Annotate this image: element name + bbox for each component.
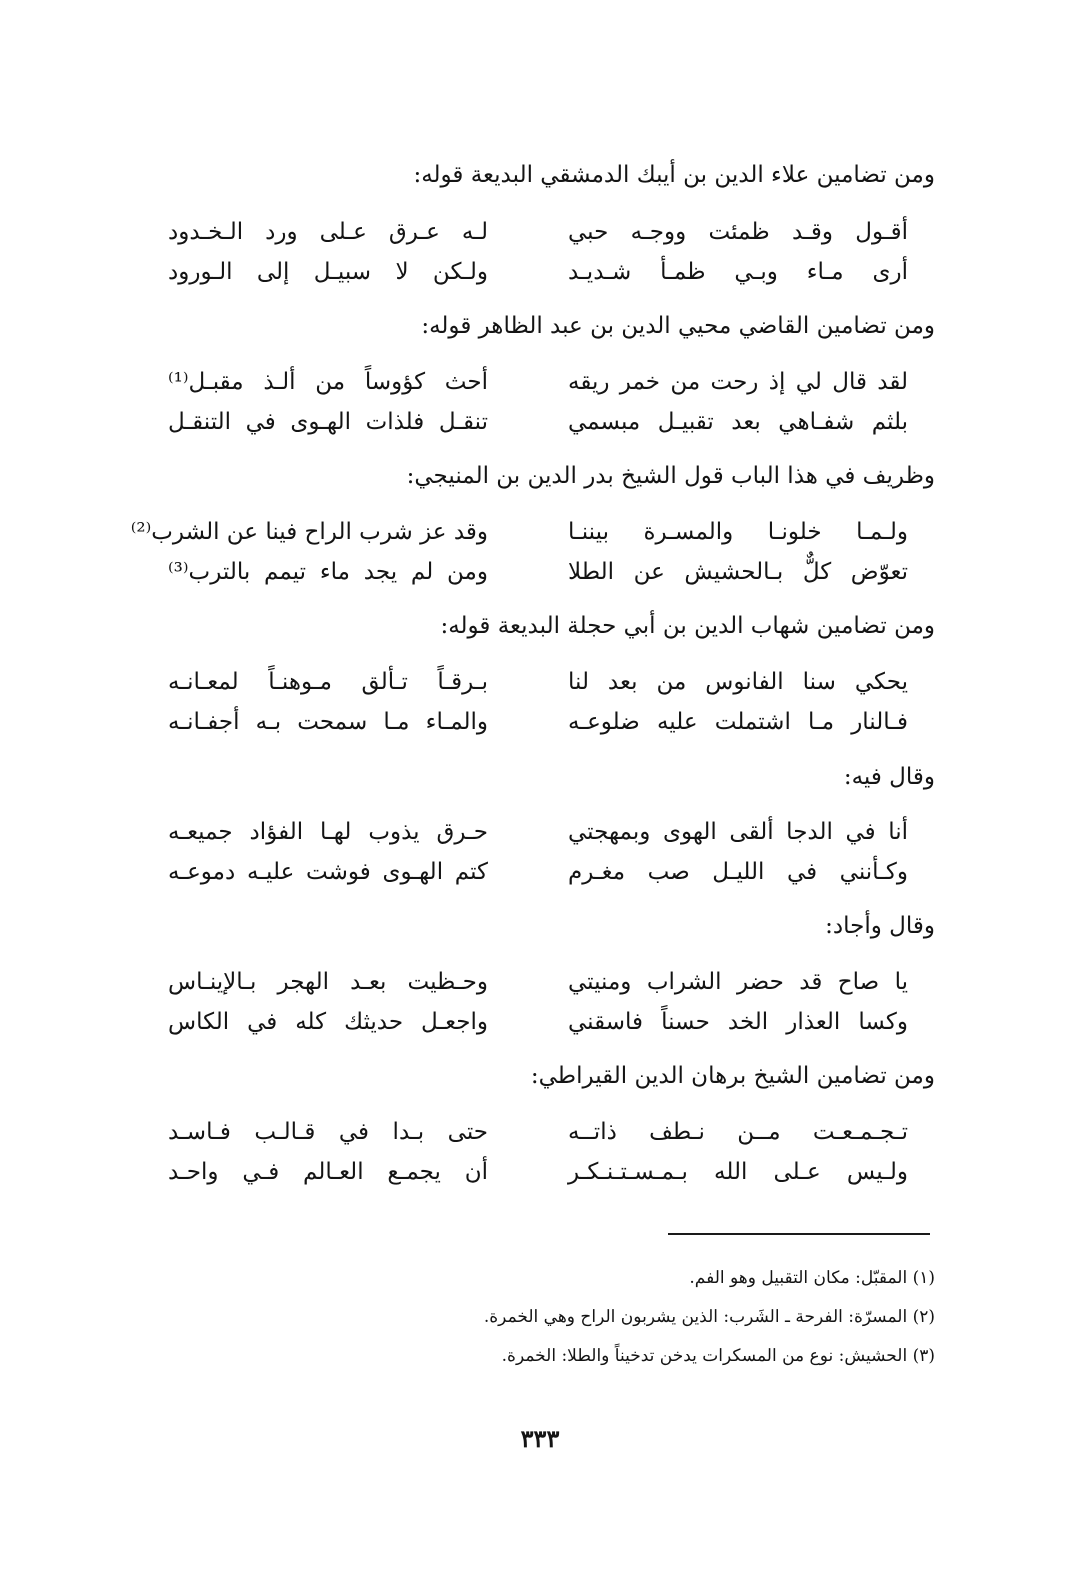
verse-line (168, 1002, 908, 1042)
section-intro: وقال فيه: (843, 764, 935, 790)
verse-line (168, 212, 908, 252)
verse-first-hemistich: يا صاح قد حضر الشراب ومنيتي (568, 969, 908, 995)
verse-first-hemistich: ولـمـا خلونـا والمسـرة بيننـا (568, 519, 908, 545)
footnote: (١) المقبّل: مكان التقبيل وهو الفم. (689, 1268, 935, 1288)
verse-first-hemistich: لقد قال لي إذ رحت من خمر ريقه (568, 369, 908, 395)
section-intro: ومن تضامين الشيخ برهان الدين القيراطي: (530, 1063, 935, 1089)
verse-line (168, 662, 908, 702)
verse-first-hemistich: يحكي سنا الفانوس من بعد لنا (568, 669, 908, 695)
verse-first-hemistich: بلثم شفـاهي بعد تقبيـل مبسمي (568, 409, 908, 435)
verse-first-hemistich: أقـول وقـد ظمئت ووجـه حبي (568, 219, 908, 245)
verse-first-hemistich: تـجـمـعـت مــن نـطف ذاتــه (568, 1119, 908, 1145)
verse-line (130, 512, 908, 552)
verse-second-hemistich: كتم الهـوى فوشت عليـه دموعـه (168, 859, 488, 885)
verse-line (168, 812, 908, 852)
verse-first-hemistich: أنا في الدجا ألقى الهوى وبمهجتي (568, 819, 908, 845)
verse-line (168, 362, 908, 402)
verse-first-hemistich: ولـيس عـلى الله بـمـسـتـنـكـر (568, 1159, 908, 1185)
verse-line (168, 702, 908, 742)
verse-second-hemistich: ولـكن لا سبيـل إلى الـورود (168, 259, 488, 285)
verse-line (168, 552, 908, 592)
verse-line (168, 852, 908, 892)
verse-line (168, 962, 908, 1002)
verse-second-hemistich: بـرقـاً تـألق مـوهنـاً لمعـانـه (168, 669, 488, 695)
verse-second-hemistich: وقد عز شرب الراح فينا عن الشرب⁽²⁾ (130, 519, 488, 545)
verse-first-hemistich: فـالنار مـا اشتملت عليه ضلوعـه (568, 709, 908, 735)
section-intro: ومن تضامين القاضي محيي الدين بن عبد الظاهر قوله: (421, 313, 935, 339)
verse-first-hemistich: أرى مـاء وبـي ظمـأ شـديـد (568, 259, 908, 285)
section-intro: وظريف في هذا الباب قول الشيخ بدر الدين بن المنيجي: (406, 463, 935, 489)
page-number: ٣٣٣ (520, 1424, 560, 1453)
verse-second-hemistich: حـرق يذوب لهـا الفؤاد جميعـه (168, 819, 488, 845)
verse-line (168, 252, 908, 292)
verse-second-hemistich: واجعـل حديثك كله في الكاس (168, 1009, 488, 1035)
verse-second-hemistich: ومن لم يجد ماء تيمم بالترب⁽³⁾ (168, 559, 488, 585)
verse-second-hemistich: وحـظيت بعـد الهجر بـالإينـاس (168, 969, 488, 995)
verse-first-hemistich: تعوّض كلٌّ بـالحشيش عن الطلا (568, 559, 908, 585)
footnote-separator (668, 1233, 930, 1235)
footnote: (٢) المسرّة: الفرحة ـ الشَرب: الذين يشربون الراح وهي الخمرة. (483, 1307, 935, 1327)
verse-first-hemistich: وكـأنني في الليـل صب مغـرم (568, 859, 908, 885)
verse-second-hemistich: أن يجمـع العـالم فـي واحـد (168, 1159, 488, 1185)
section-intro: ومن تضامين شهاب الدين بن أبي حجلة البديعة قوله: (440, 613, 935, 639)
footnote: (٣) الحشيش: نوع من المسكرات يدخن تدخيناً والطلا: الخمرة. (501, 1346, 935, 1366)
section-intro: وقال وأجاد: (825, 913, 935, 939)
verse-second-hemistich: أحث كؤوساً من ألـذ مقبـل⁽¹⁾ (168, 369, 488, 395)
verse-first-hemistich: وكسا العذار الخد حسناً فاسقني (568, 1009, 908, 1035)
section-intro: ومن تضامين علاء الدين بن أيبك الدمشقي البديعة قوله: (413, 162, 935, 188)
verse-line (168, 1112, 908, 1152)
verse-second-hemistich: لـه عـرق عـلى ورد الـخـدود (168, 219, 488, 245)
verse-line (168, 402, 908, 442)
verse-line (168, 1152, 908, 1192)
verse-second-hemistich: تنقـل فلذات الهـوى في التنقـل (168, 409, 488, 435)
verse-second-hemistich: والمـاء مـا سمحت بـه أجفـانـه (168, 709, 488, 735)
verse-second-hemistich: حتى بـدا في قـالـب فـاسـد (168, 1119, 488, 1145)
